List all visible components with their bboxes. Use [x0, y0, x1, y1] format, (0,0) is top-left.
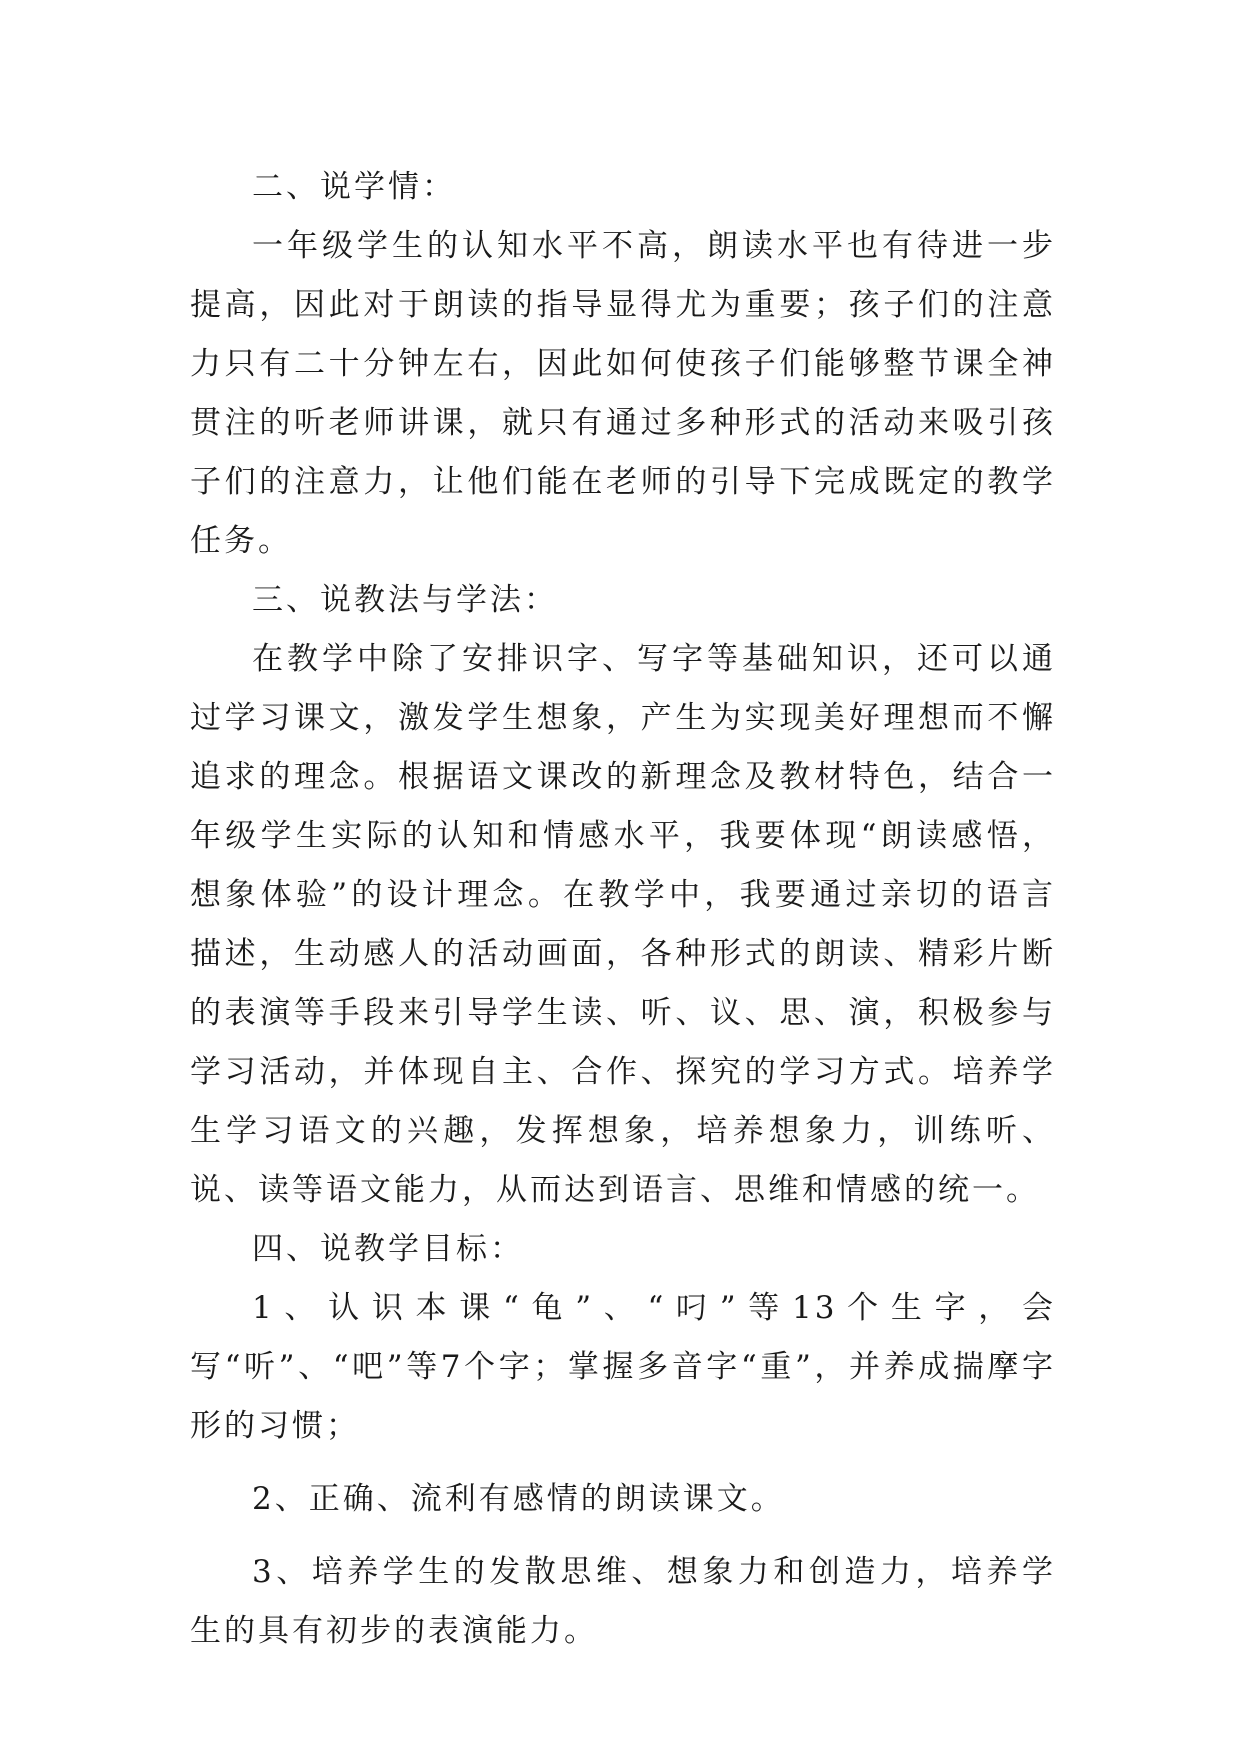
goal-item-3: 3、培养学生的发散思维、想象力和创造力，培养学生的具有初步的表演能力。 [190, 1554, 1056, 1649]
section-heading-learning-situation: 二、说学情： [252, 169, 456, 205]
goal-item-1: 1、认识本课“龟”、“叼”等13个生字，会写“听”、“吧”等7个字；掌握多音字“重”，并养成揣摩字形的习惯； [190, 1290, 1056, 1444]
paragraph-teaching-methods: 在教学中除了安排识字、写字等基础知识，还可以通过学习课文，激发学生想象，产生为实现美好理想而不懈追求的理念。根据语文课改的新理念及教材特色，结合一年级学生实际的认知和情感水平，我要体现“朗读感悟，想象体验”的设计理念。在教学中，我要通过亲切的语言描述，生动感人的活动画面，各种形式的朗读、精彩片断的表演等手段来引导学生读、听、议、思、演，积极参与学习活动，并体现自主、合作、探究的学习方式。培养学生学习语文的兴趣，发挥想象，培养想象力，训练听、说、读等语文能力，从而达到语言、思维和情感的统一。 [190, 641, 1056, 1208]
document-body [190, 158, 1056, 1661]
paragraph-learning-situation: 一年级学生的认知水平不高，朗读水平也有待进一步提高，因此对于朗读的指导显得尤为重要；孩子们的注意力只有二十分钟左右，因此如何使孩子们能够整节课全神贯注的听老师讲课，就只有通过多种形式的活动来吸引孩子们的注意力，让他们能在老师的引导下完成既定的教学任务。 [190, 228, 1056, 559]
section-heading-teaching-goals: 四、说教学目标： [252, 1231, 524, 1267]
goal-item-2: 2、正确、流利有感情的朗读课文。 [252, 1481, 785, 1517]
section-heading-teaching-methods: 三、说教法与学法： [252, 582, 558, 618]
